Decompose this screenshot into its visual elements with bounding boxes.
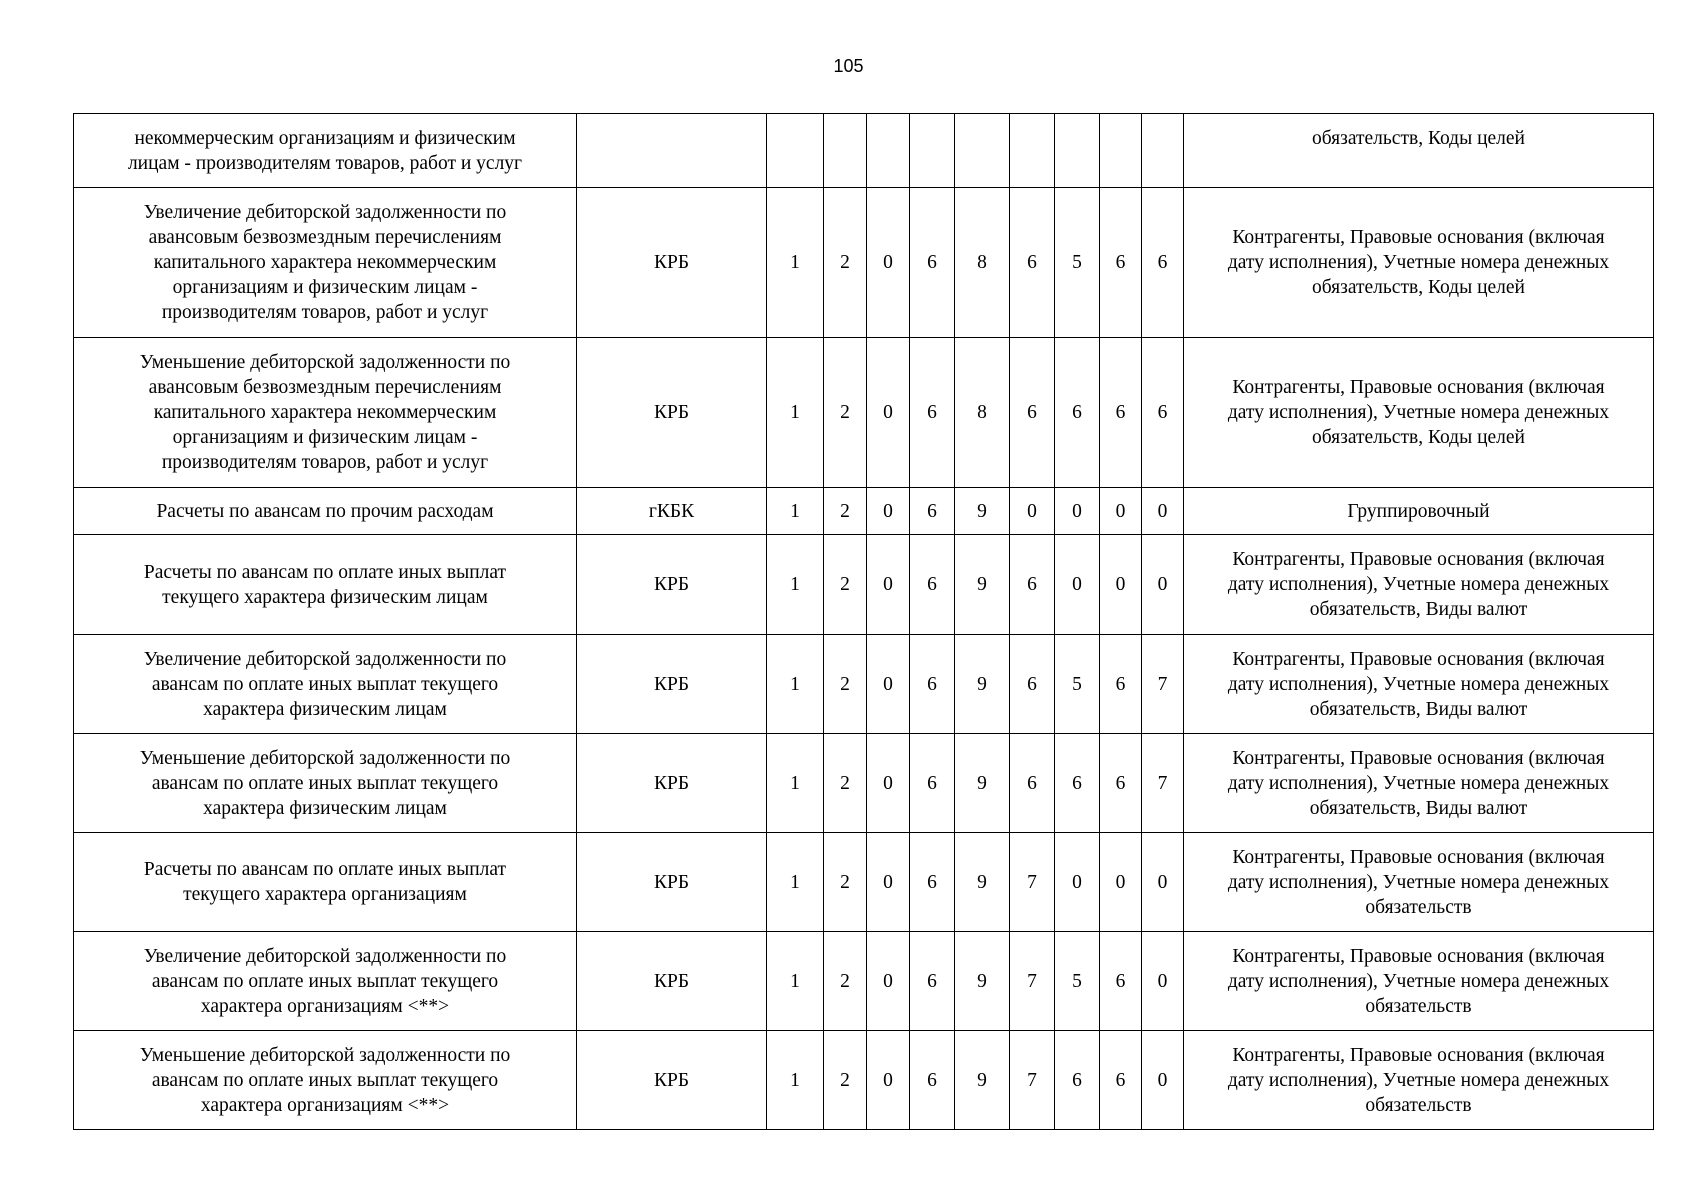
code-digit-cell: 8	[955, 338, 1010, 488]
analytics-cell: Контрагенты, Правовые основания (включая дату исполнения), Учетные номера денежных обязательств	[1184, 932, 1654, 1031]
account-type-cell: КРБ	[577, 1031, 767, 1130]
code-digit-cell: 0	[1142, 833, 1184, 932]
code-digit-cell: 2	[824, 932, 867, 1031]
account-name-cell: некоммерческим организациям и физическим лицам - производителям товаров, работ и услуг	[74, 114, 577, 188]
code-digit-cell: 7	[1010, 932, 1055, 1031]
code-digit-cell: 6	[910, 635, 955, 734]
account-type-cell: КРБ	[577, 188, 767, 338]
code-digit-cell: 0	[867, 188, 910, 338]
code-digit-cell: 9	[955, 833, 1010, 932]
table-row	[74, 488, 1654, 535]
code-digit-cell: 0	[867, 338, 910, 488]
code-digit-cell: 5	[1055, 932, 1100, 1031]
code-digit-cell: 0	[1142, 1031, 1184, 1130]
table-row	[74, 734, 1654, 833]
code-digit-cell	[767, 114, 824, 188]
account-type-cell: КРБ	[577, 338, 767, 488]
code-digit-cell: 1	[767, 535, 824, 635]
code-digit-cell: 9	[955, 734, 1010, 833]
code-digit-cell: 6	[1010, 635, 1055, 734]
code-digit-cell	[867, 114, 910, 188]
code-digit-cell: 0	[1055, 488, 1100, 535]
analytics-cell: Контрагенты, Правовые основания (включая дату исполнения), Учетные номера денежных обязательств, Виды валют	[1184, 635, 1654, 734]
code-digit-cell: 9	[955, 535, 1010, 635]
code-digit-cell: 6	[1010, 188, 1055, 338]
code-digit-cell: 1	[767, 488, 824, 535]
table-row	[74, 188, 1654, 338]
account-type-cell: КРБ	[577, 635, 767, 734]
code-digit-cell: 0	[1142, 932, 1184, 1031]
account-name-cell: Увеличение дебиторской задолженности по авансовым безвозмездным перечислениям капитального характера некоммерческим организациям и физическим лицам - производителям товаров, работ и услуг	[74, 188, 577, 338]
code-digit-cell: 6	[1100, 338, 1142, 488]
code-digit-cell: 6	[1055, 338, 1100, 488]
code-digit-cell: 6	[910, 535, 955, 635]
code-digit-cell: 5	[1055, 188, 1100, 338]
code-digit-cell: 7	[1010, 833, 1055, 932]
table-row	[74, 1031, 1654, 1130]
code-digit-cell: 0	[1055, 833, 1100, 932]
code-digit-cell: 6	[910, 833, 955, 932]
code-digit-cell: 6	[1010, 338, 1055, 488]
code-digit-cell: 8	[955, 188, 1010, 338]
code-digit-cell: 2	[824, 188, 867, 338]
analytics-cell: Группировочный	[1184, 488, 1654, 535]
code-digit-cell: 6	[1100, 1031, 1142, 1130]
account-type-cell: гКБК	[577, 488, 767, 535]
analytics-cell: Контрагенты, Правовые основания (включая дату исполнения), Учетные номера денежных обязательств, Виды валют	[1184, 535, 1654, 635]
code-digit-cell: 1	[767, 188, 824, 338]
code-digit-cell: 6	[1100, 635, 1142, 734]
analytics-cell: Контрагенты, Правовые основания (включая дату исполнения), Учетные номера денежных обязательств, Коды целей	[1184, 338, 1654, 488]
code-digit-cell	[910, 114, 955, 188]
code-digit-cell: 6	[910, 932, 955, 1031]
table-row	[74, 932, 1654, 1031]
code-digit-cell: 6	[1010, 535, 1055, 635]
account-name-cell: Расчеты по авансам по прочим расходам	[74, 488, 577, 535]
code-digit-cell: 0	[1100, 535, 1142, 635]
code-digit-cell: 7	[1142, 635, 1184, 734]
code-digit-cell: 0	[1142, 488, 1184, 535]
code-digit-cell: 6	[1055, 734, 1100, 833]
account-name-cell: Уменьшение дебиторской задолженности по авансам по оплате иных выплат текущего характера физическим лицам	[74, 734, 577, 833]
code-digit-cell: 1	[767, 338, 824, 488]
code-digit-cell: 6	[910, 338, 955, 488]
account-name-cell: Увеличение дебиторской задолженности по авансам по оплате иных выплат текущего характера организациям <**>	[74, 932, 577, 1031]
code-digit-cell: 0	[1142, 535, 1184, 635]
analytics-cell: Контрагенты, Правовые основания (включая дату исполнения), Учетные номера денежных обязательств	[1184, 1031, 1654, 1130]
account-type-cell: КРБ	[577, 734, 767, 833]
table-row	[74, 535, 1654, 635]
account-name-cell: Расчеты по авансам по оплате иных выплат текущего характера организациям	[74, 833, 577, 932]
code-digit-cell: 6	[910, 488, 955, 535]
account-type-cell: КРБ	[577, 535, 767, 635]
code-digit-cell: 0	[867, 635, 910, 734]
code-digit-cell: 2	[824, 338, 867, 488]
code-digit-cell: 6	[1100, 188, 1142, 338]
code-digit-cell: 2	[824, 635, 867, 734]
table-row	[74, 833, 1654, 932]
code-digit-cell: 6	[910, 188, 955, 338]
code-digit-cell: 0	[867, 833, 910, 932]
account-name-cell: Расчеты по авансам по оплате иных выплат текущего характера физическим лицам	[74, 535, 577, 635]
code-digit-cell: 0	[867, 734, 910, 833]
code-digit-cell: 7	[1142, 734, 1184, 833]
code-digit-cell: 0	[1100, 488, 1142, 535]
code-digit-cell	[824, 114, 867, 188]
account-name-cell: Уменьшение дебиторской задолженности по авансам по оплате иных выплат текущего характера организациям <**>	[74, 1031, 577, 1130]
analytics-cell: Контрагенты, Правовые основания (включая дату исполнения), Учетные номера денежных обязательств, Виды валют	[1184, 734, 1654, 833]
code-digit-cell: 2	[824, 535, 867, 635]
code-digit-cell: 0	[1055, 535, 1100, 635]
analytics-cell: обязательств, Коды целей	[1184, 114, 1654, 188]
code-digit-cell: 2	[824, 734, 867, 833]
code-digit-cell: 0	[1010, 488, 1055, 535]
code-digit-cell: 6	[910, 734, 955, 833]
code-digit-cell: 9	[955, 488, 1010, 535]
code-digit-cell: 1	[767, 635, 824, 734]
code-digit-cell: 0	[1100, 833, 1142, 932]
code-digit-cell	[1055, 114, 1100, 188]
analytics-cell: Контрагенты, Правовые основания (включая дату исполнения), Учетные номера денежных обязательств, Коды целей	[1184, 188, 1654, 338]
code-digit-cell: 6	[910, 1031, 955, 1130]
code-digit-cell: 0	[867, 488, 910, 535]
code-digit-cell: 2	[824, 833, 867, 932]
code-digit-cell: 1	[767, 1031, 824, 1130]
account-type-cell	[577, 114, 767, 188]
code-digit-cell	[1100, 114, 1142, 188]
table-row	[74, 635, 1654, 734]
code-digit-cell: 6	[1100, 734, 1142, 833]
code-digit-cell: 6	[1100, 932, 1142, 1031]
code-digit-cell: 6	[1142, 338, 1184, 488]
code-digit-cell: 9	[955, 635, 1010, 734]
code-digit-cell: 9	[955, 932, 1010, 1031]
code-digit-cell: 0	[867, 1031, 910, 1130]
code-digit-cell: 6	[1010, 734, 1055, 833]
code-digit-cell: 1	[767, 734, 824, 833]
code-digit-cell: 0	[867, 535, 910, 635]
code-digit-cell: 0	[867, 932, 910, 1031]
code-digit-cell: 2	[824, 1031, 867, 1130]
code-digit-cell	[955, 114, 1010, 188]
code-digit-cell: 7	[1010, 1031, 1055, 1130]
code-digit-cell: 2	[824, 488, 867, 535]
account-name-cell: Увеличение дебиторской задолженности по авансам по оплате иных выплат текущего характера физическим лицам	[74, 635, 577, 734]
code-digit-cell	[1010, 114, 1055, 188]
code-digit-cell: 6	[1055, 1031, 1100, 1130]
code-digit-cell: 5	[1055, 635, 1100, 734]
table-row	[74, 338, 1654, 488]
code-digit-cell: 1	[767, 833, 824, 932]
page-number: 105	[833, 56, 864, 76]
code-digit-cell: 6	[1142, 188, 1184, 338]
code-digit-cell: 1	[767, 932, 824, 1031]
table-row	[74, 114, 1654, 188]
account-type-cell: КРБ	[577, 932, 767, 1031]
accounts-table	[73, 113, 1654, 1130]
code-digit-cell	[1142, 114, 1184, 188]
analytics-cell: Контрагенты, Правовые основания (включая дату исполнения), Учетные номера денежных обязательств	[1184, 833, 1654, 932]
code-digit-cell: 9	[955, 1031, 1010, 1130]
account-type-cell: КРБ	[577, 833, 767, 932]
account-name-cell: Уменьшение дебиторской задолженности по авансовым безвозмездным перечислениям капитального характера некоммерческим организациям и физическим лицам - производителям товаров, работ и услуг	[74, 338, 577, 488]
